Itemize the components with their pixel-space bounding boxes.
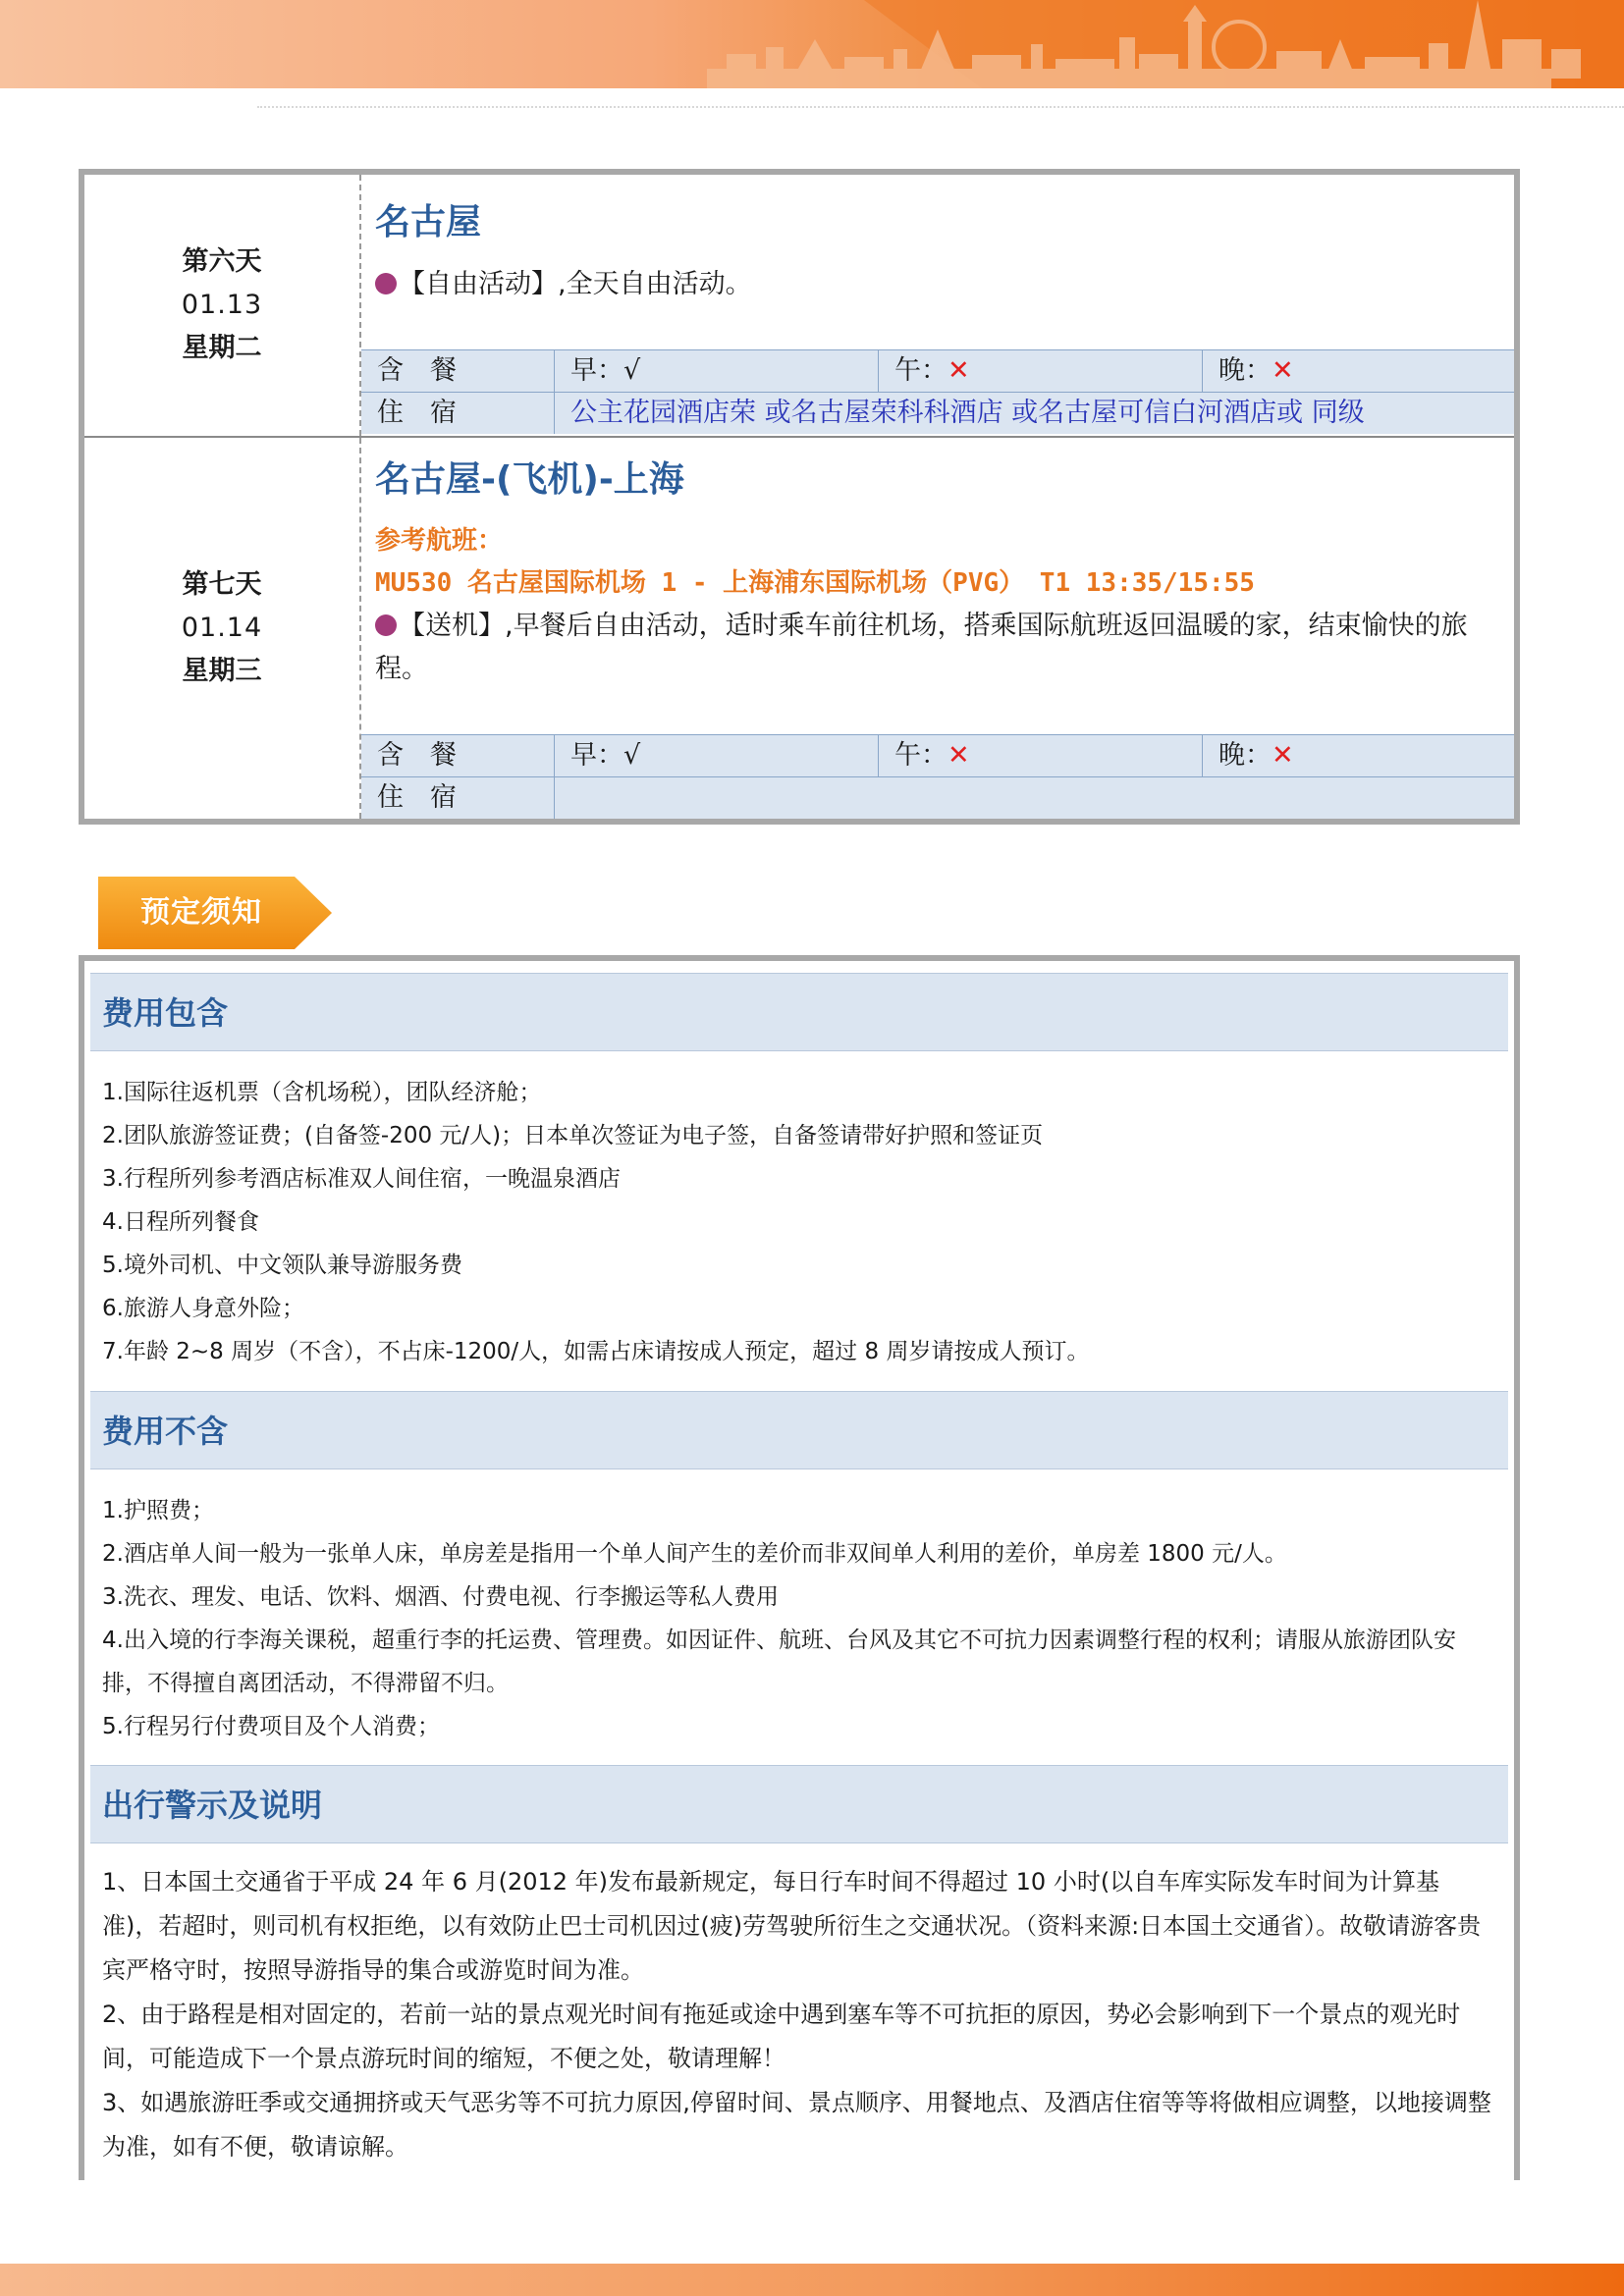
list-item: 3.洗衣、理发、电话、饮料、烟酒、付费电视、行李搬运等私人费用 <box>102 1584 779 1610</box>
day-label-cell <box>84 438 361 819</box>
hotel-name <box>554 777 1514 819</box>
day-date: 01.14 <box>181 613 263 643</box>
day-weekday: 星期三 <box>182 656 262 686</box>
itinerary-day-6 <box>84 175 1514 436</box>
lodging-row <box>361 776 1514 819</box>
breakfast-cell: 早：√ <box>554 350 878 392</box>
lunch-cell: 午：✕ <box>878 350 1202 392</box>
meals-label: 含 餐 <box>377 355 457 386</box>
excluded-list <box>102 1489 1494 1748</box>
list-item: 2、由于路程是相对固定的，若前一站的景点观光时间有拖延或途中遇到塞车等不可抗拒的原因，势必会影响到下一个景点的观光时间，可能造成下一个景点游玩时间的缩短，不便之处，敬请理解！ <box>102 2001 1461 2072</box>
day-city-title: 名古屋-(飞机)-上海 <box>375 459 684 500</box>
list-item: 1.国际往返机票（含机场税），团队经济舱； <box>102 1080 542 1105</box>
itinerary-day-7 <box>84 438 1514 819</box>
header-banner <box>0 0 1624 88</box>
header-divider <box>257 106 1624 108</box>
list-item: 3、如遇旅游旺季或交通拥挤或天气恶劣等不可抗力原因,停留时间、景点顺序、用餐地点、及酒店住宿等等将做相应调整，以地接调整为准，如有不便，敬请谅解。 <box>102 2089 1491 2161</box>
bullet-dot-icon <box>375 614 397 636</box>
section-included-title: 费用包含 <box>90 973 1508 1051</box>
dinner-cell: 晚：✕ <box>1202 735 1514 776</box>
booking-notice-title: 预定须知 <box>140 895 262 930</box>
list-item: 7.年龄 2~8 周岁（不含），不占床-1200/人，如需占床请按成人预定，超过 8 周岁请按成人预订。 <box>102 1339 1090 1364</box>
list-item: 4.出入境的行李海关课税，超重行李的托运费、管理费。如因证件、航班、台风及其它不可抗力因素调整行程的权利；请服从旅游团队安排，不得擅自离团活动，不得滞留不归。 <box>102 1628 1456 1696</box>
hotel-name: 公主花园酒店荣 或名古屋荣科科酒店 或名古屋可信白河酒店或 同级 <box>554 393 1514 434</box>
day-weekday: 星期二 <box>182 333 262 363</box>
meals-row <box>361 734 1514 776</box>
list-item: 3.行程所列参考酒店标准双人间住宿，一晚温泉酒店 <box>102 1166 621 1192</box>
itinerary-table <box>79 169 1520 825</box>
section-excluded-title: 费用不含 <box>90 1391 1508 1469</box>
lodging-label: 住 宿 <box>377 398 457 428</box>
city-skyline-icon <box>0 0 1624 88</box>
meals-label: 含 餐 <box>377 740 457 771</box>
list-item: 1、日本国土交通省于平成 24 年 6 月(2012 年)发布最新规定，每日行车时间不得超过 10 小时(以自车库实际发车时间为计算基准)，若超时，则司机有权拒绝，以有效防止巴士司机因过(疲)劳驾驶所衍生之交通状况。（资料来源:日本国土交通省）。故敬请游客贵宾严格守时，按照导游指导的集合或游览时间为准。 <box>102 1868 1482 1984</box>
list-item: 4.日程所列餐食 <box>102 1209 259 1235</box>
day-label-cell <box>84 175 361 436</box>
lunch-cell: 午：✕ <box>878 735 1202 776</box>
day-date: 01.13 <box>181 290 263 320</box>
activity-tag: 【自由活动】 <box>399 269 558 299</box>
day-city-title: 名古屋 <box>375 202 482 242</box>
activity-text: ,早餐后自由活动，适时乘车前往机场，搭乘国际航班返回温暖的家，结束愉快的旅程。 <box>375 611 1468 684</box>
day-activity <box>375 263 1500 306</box>
bullet-dot-icon <box>375 273 397 294</box>
list-item: 5.境外司机、中文领队兼导游服务费 <box>102 1253 462 1278</box>
list-item: 2.酒店单人间一般为一张单人床，单房差是指用一个单人间产生的差价而非双间单人利用的差价，单房差 1800 元/人。 <box>102 1541 1287 1567</box>
day-number: 第七天 <box>182 569 262 600</box>
list-item: 2.团队旅游签证费；(自备签-200 元/人)；日本单次签证为电子签，自备签请带好护照和签证页 <box>102 1123 1044 1148</box>
booking-notice-box <box>79 955 1520 2180</box>
cross-mark-icon: ✕ <box>1272 355 1294 386</box>
lodging-label: 住 宿 <box>377 782 457 813</box>
activity-tag: 【送机】 <box>399 611 505 641</box>
flight-label: 参考航班： <box>375 526 504 556</box>
cross-mark-icon: ✕ <box>1272 740 1294 771</box>
footer-bar <box>0 2264 1624 2296</box>
lodging-row <box>361 392 1514 434</box>
included-list <box>102 1071 1494 1373</box>
cross-mark-icon: ✕ <box>947 355 970 386</box>
booking-notice-tag <box>98 877 332 949</box>
list-item: 1.护照费； <box>102 1498 214 1523</box>
day-number: 第六天 <box>182 246 262 277</box>
day-content-cell <box>361 438 1514 819</box>
day-content-cell <box>361 175 1514 436</box>
dinner-cell: 晚：✕ <box>1202 350 1514 392</box>
breakfast-cell: 早：√ <box>554 735 878 776</box>
cross-mark-icon: ✕ <box>947 740 970 771</box>
section-warnings-title: 出行警示及说明 <box>90 1765 1508 1843</box>
flight-info: MU530 名古屋国际机场 1 - 上海浦东国际机场（PVG） T1 13:35/15:55 <box>375 568 1255 598</box>
list-item: 5.行程另行付费项目及个人消费； <box>102 1714 440 1739</box>
list-item: 6.旅游人身意外险； <box>102 1296 304 1321</box>
activity-text: ,全天自由活动。 <box>558 269 752 299</box>
day-activity <box>375 605 1500 691</box>
meals-row <box>361 349 1514 392</box>
warnings-list <box>102 1860 1494 2169</box>
